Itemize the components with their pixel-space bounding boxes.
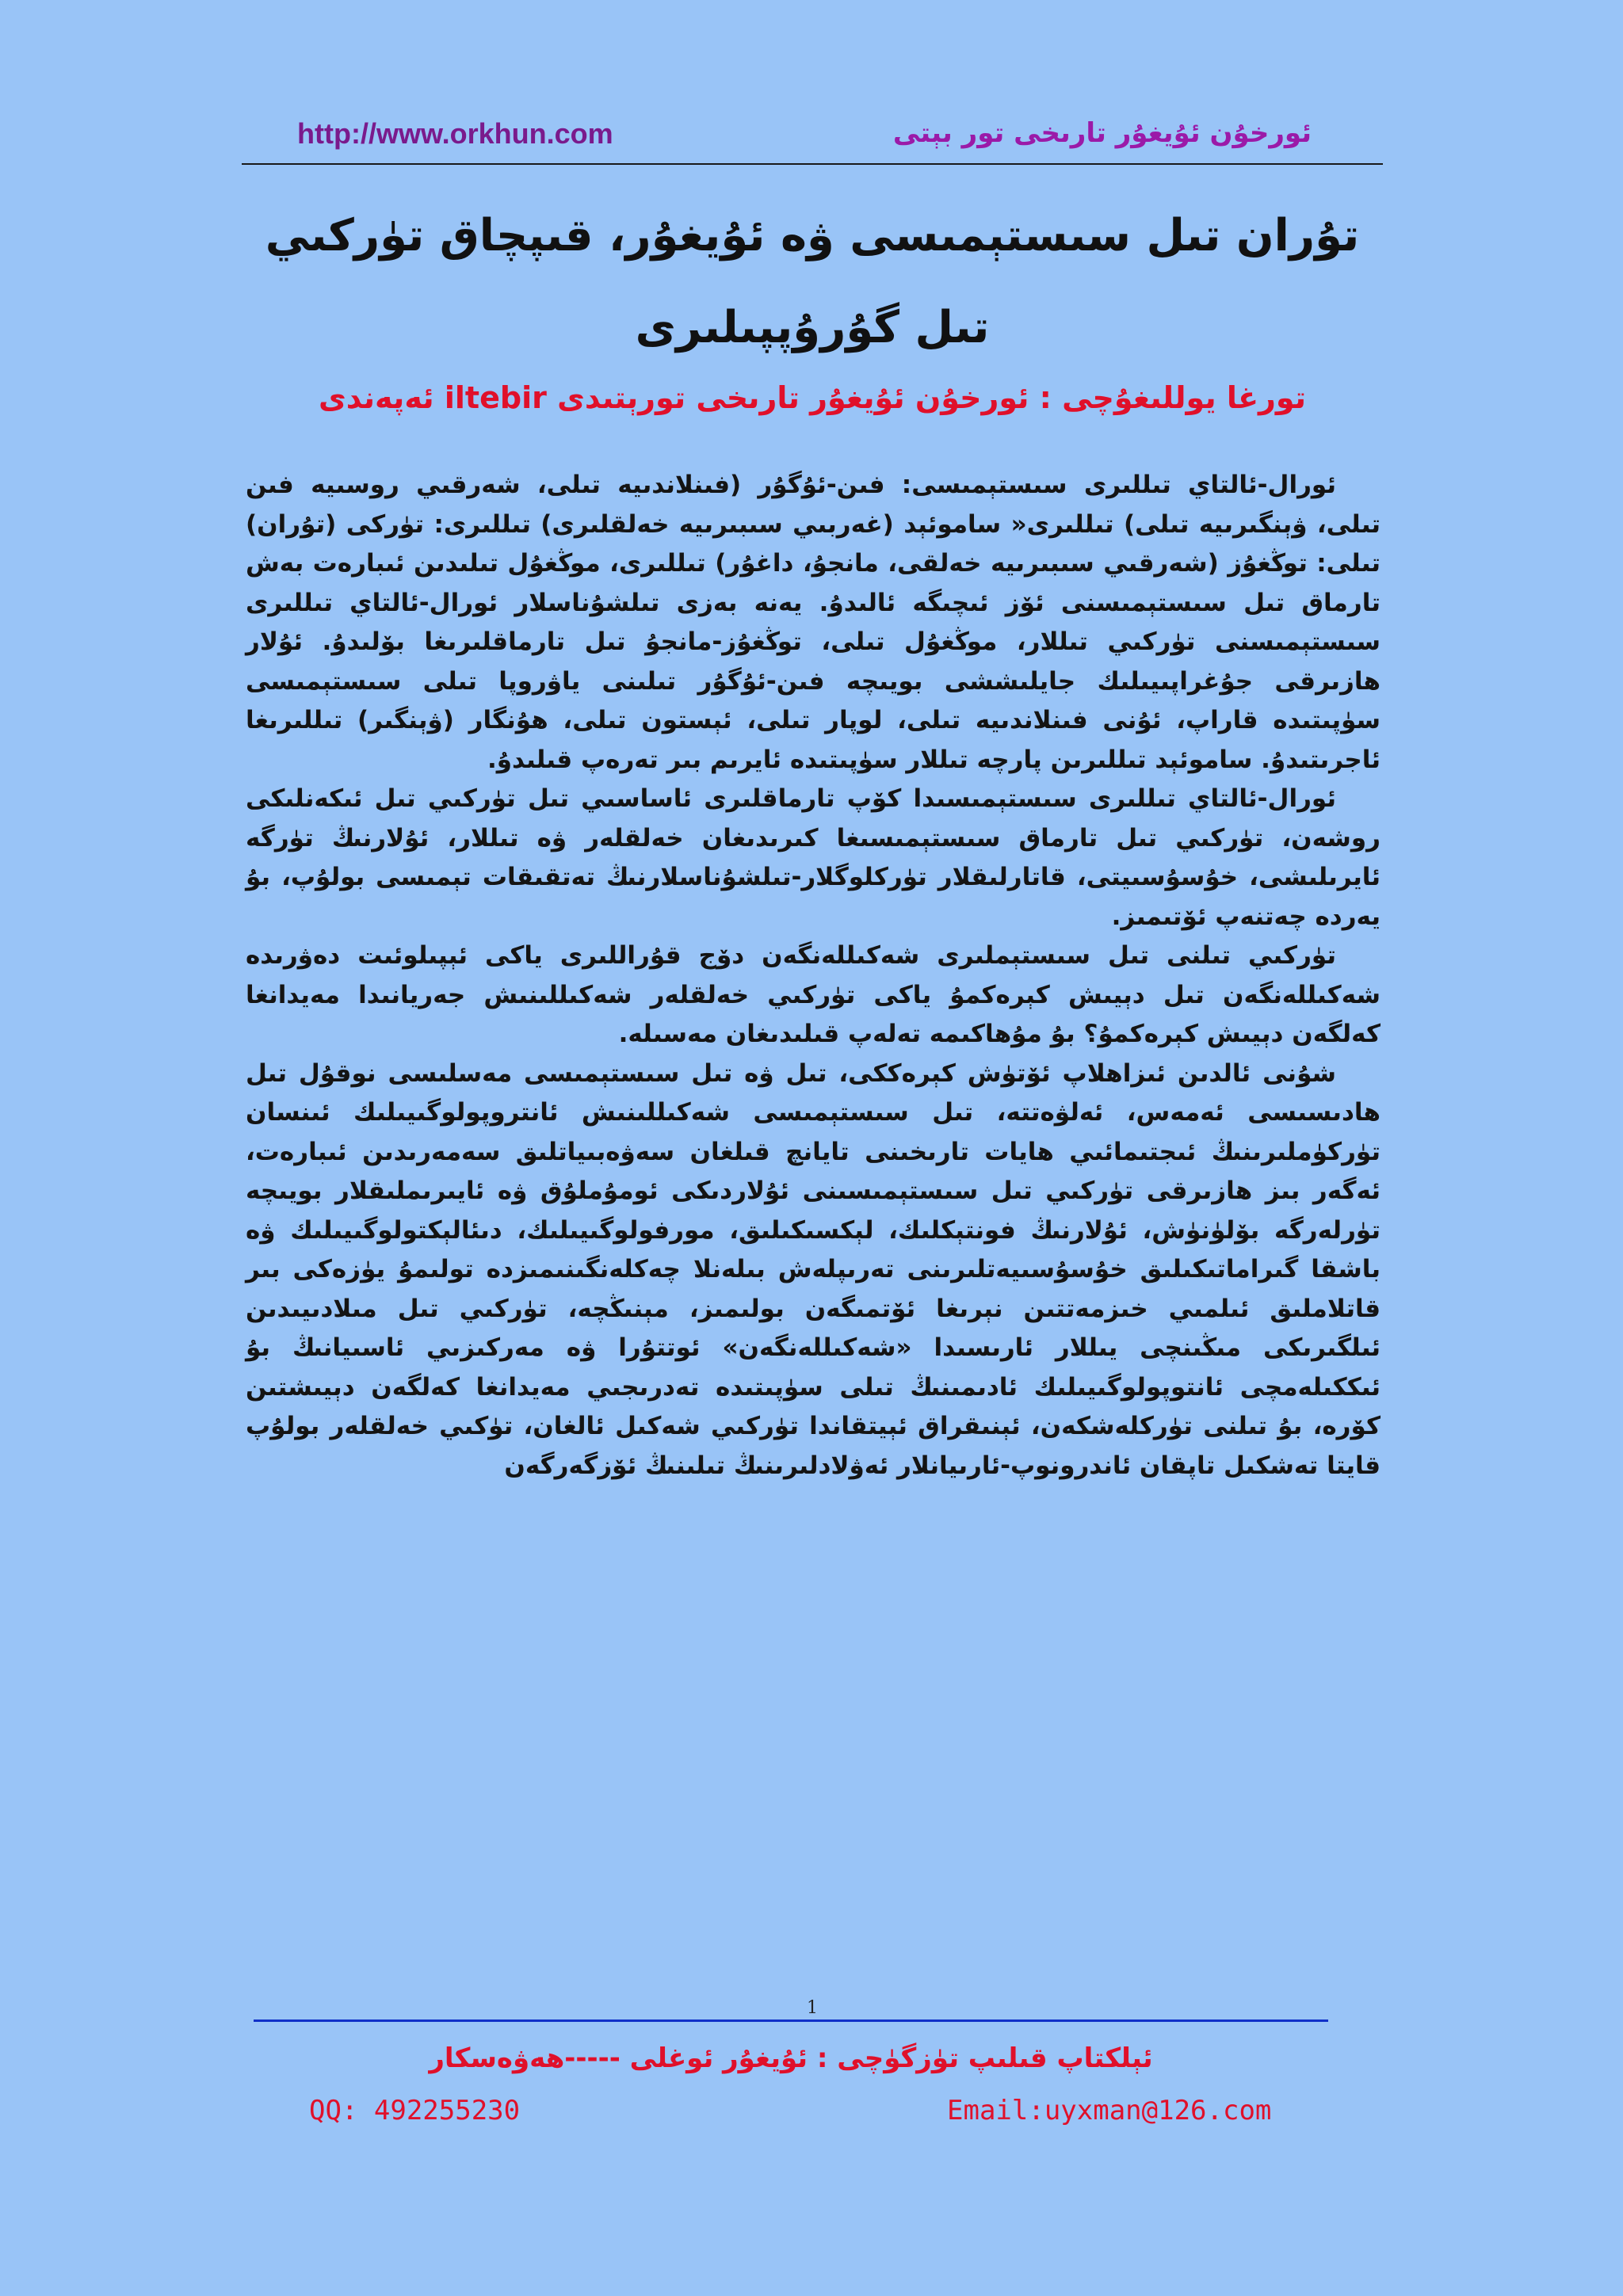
article-body bbox=[246, 466, 1381, 1486]
header-site-name: ئورخۇن ئۇيغۇر تارىخى تور بېتى bbox=[892, 117, 1312, 149]
footer-email-link[interactable]: Email:uyxman@126.com bbox=[947, 2095, 1272, 2126]
footer-qq: QQ: 492255230 bbox=[309, 2095, 521, 2126]
article-title: تۇران تىل سىستېمىسى ۋە ئۇيغۇر، قىپچاق تۈركىي تىل گۇرۇپپىلىرى bbox=[265, 210, 1360, 353]
body-paragraph: ئورال-ئالتاي تىللىرى سىستېمىسىدا كۆپ تارماقلىرى ئاساسىي تىل تۈركىي تىل ئىكەنلىكى روشەن، تۈركىي تىل تارماق سىستېمىسىغا كىرىدىغان خەلقلەر ۋە تىللار، ئۇلارنىڭ تۈرگە ئايرىلىشى، خۇسۇسىيتى، قاتارلىقلار تۈركلوگلار-تىلشۇناسلارنىڭ تەتقىقات تېمىسى بولۇپ، بۇ يەردە چەتنەپ ئۆتىمىز. bbox=[246, 784, 1381, 931]
header-divider bbox=[242, 163, 1383, 165]
page-number: 1 bbox=[807, 1998, 818, 2018]
page-header bbox=[242, 111, 1383, 166]
body-paragraph: شۇنى ئالدىن ئىزاھلاپ ئۆتۈش كېرەككى، تىل ۋە تىل سىستېمىسى مەسلىسى نوقۇل تىل ھادىسىسى ئەمەس، ئەلۋەتتە، تىل سىستېمىسى شەكىللىنىش ئانتروپولوگىيىلىك ئىنسان تۈركۈملىرىنىڭ ئىجتىمائىي ھايات تارىخىنى تايانچ قىلغان سەۋەبىياتلىق سەمەرىدىن ئىبارەت، ئەگەر بىز ھازىرقى تۈركىي تىل سىستېمىسىنى ئۇلاردىكى ئومۇملۇق ۋە ئايىرىملىقلار بويىچە تۈرلەرگە بۆلۈنۈش، ئۇلارنىڭ فونتېكلىك، لېكسىكىلىق، مورفولوگىيىلىك، دىئالېكتولوگىيىلىك ۋە باشقا گىراماتىكىلىق خۇسۇسىيەتلىرىنى تەرىپلەش بىلەنلا چەكلەنگىنىمىزدە تولىمۇ يۈزەكى بىر قاتلاملىق ئىلمىي خىزمەتتىن نېرىغا ئۆتمىگەن بولىمىز، مېنىڭچە، تۈركىي تىل مىلادىيىدىن ئىلگىرىكى مىڭىنچى يىللار ئارىسىدا «شەكىللەنگەن» ئوتتۇرا ۋە مەركىزىي ئاسىيانىڭ بۇ ئىككىلەمچى ئانتوپولوگىيىلىك ئادىمىنىڭ تىلى سۈپىتىدە تەدرىجىي مەيدانغا كەلگەن دېيىشتىن كۆرە، بۇ تىلنى تۈركلەشكەن، ئېنىقراق ئېيتقاندا تۈركىي شەكىل ئالغان، تۈكىي خەلقلەر بولۇپ قايتا تەشكىل تاپقان ئاندرونوپ-ئارىيانلار ئەۋلادلىرىنىڭ تىلىنىڭ ئۆزگەرگەن bbox=[246, 1058, 1381, 1480]
body-paragraph: تۈركىي تىلنى تىل سىستېملىرى شەكىللەنگەن دۆج قۇراللىرى ياكى ئېپىلوئىت دەۋرىدە شەكىللەنگەن تىل دېيىش كېرەكمۇ ياكى تۈركىي خەلقلەر شەكىللىنىش جەريانىدا مەيدانغا كەلگەن دېيىش كېرەكمۇ؟ بۇ مۇھاكىمە تەلەپ قىلىدىغان مەسىلە. bbox=[246, 941, 1381, 1048]
header-url-link[interactable]: http://www.orkhun.com bbox=[297, 117, 613, 150]
body-paragraph: ئورال-ئالتاي تىللىرى سىستېمىسى: فىن-ئۇگۇر (فىنلاندىيە تىلى، شەرقىي روسىيە فىن تىلى، ۋېنگىرىيە تىلى) تىللىرى« ساموئېد (غەربىي سىبىرىيە خەلقلىرى) تىللىرى: تۈركى (تۇران) تىلى: توڭغۇز (شەرقىي سىبىرىيە خەلقى، مانجۇ، داغۇر) تىللىرى، موڭغۇل تىلىدىن ئىبارەت بەش تارماق تىل سىستېمىسنى ئۆز ئىچىگە ئالىدۇ. يەنە بەزى تىلشۇناسلار ئورال-ئالتاي تىللىرى سىستېمىسنى تۈركىي تىللار، موڭغۇل تىلى، توڭغۇز-مانجۇ تىل تارماقلىرىغا بۆلىدۇ. ئۇلار ھازىرقى جۇغراپىيىلىك جايلىششى بويىچە فىن-ئۇگۇر تىلىنى ياۋروپا تىلى سىستېمىسى سۈپىتىدە قاراپ، ئۇنى فىنلاندىيە تىلى، لوپار تىلى، ئېستون تىلى، ھۇنگار (ۋېنگىر) تىللىرىغا ئاجرىتىدۇ. ساموئېد تىللىرىن پارچە تىللار سۈپىتىدە ئايرىم بىر تەرەپ قىلىدۇ. bbox=[246, 471, 1381, 774]
article-byline: تورغا يوللىغۇچى : ئورخۇن ئۇيغۇر تارىخى تورېتىدى iltebir ئەپەندى bbox=[318, 380, 1307, 415]
footer-divider bbox=[254, 2019, 1328, 2022]
footer-credit: ئېلكتاپ قىلىپ تۈزگۈچى : ئۇيغۇر ئوغلى -----ھەۋەسكار bbox=[429, 2042, 1153, 2074]
